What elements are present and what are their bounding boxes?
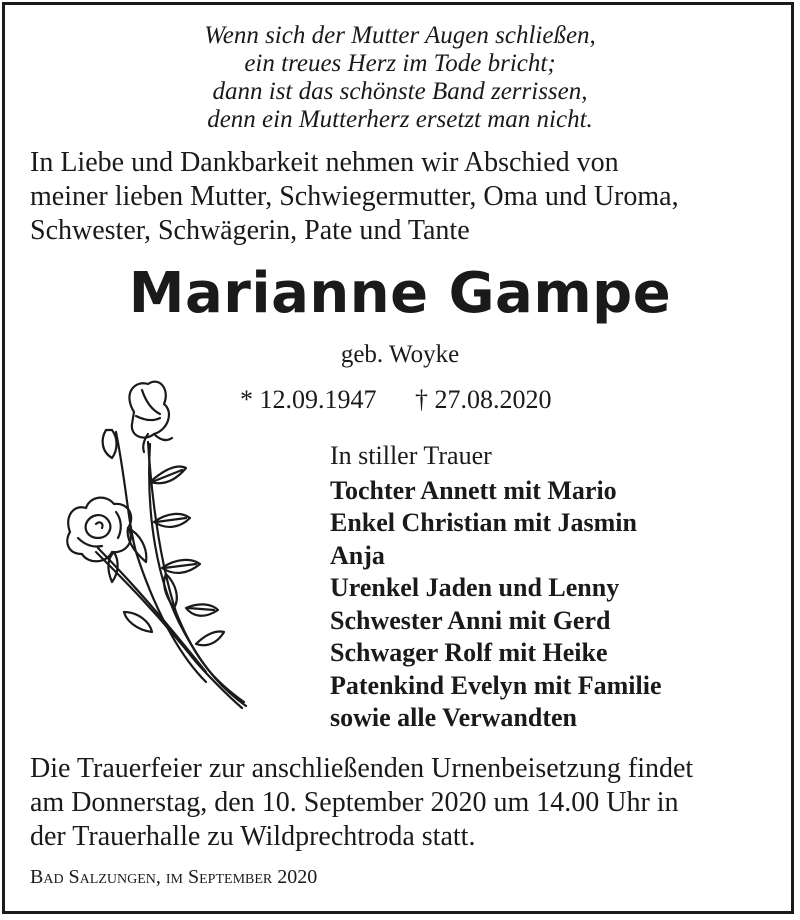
death-date: † 27.08.2020 bbox=[415, 385, 552, 414]
place-date: Bad Salzungen, im September 2020 bbox=[30, 866, 318, 888]
ceremony-line: Die Trauerfeier zur anschließenden Urnenbeisetzung findet bbox=[30, 753, 694, 784]
intro-line: In Liebe und Dankbarkeit nehmen wir Abschied von bbox=[30, 147, 619, 178]
intro-line: meiner lieben Mutter, Schwiegermutter, Oma und Uroma, bbox=[30, 181, 679, 212]
mourner-entry: Enkel Christian mit Jasmin bbox=[330, 508, 637, 537]
poem-line: denn ein Mutterherz ersetzt man nicht. bbox=[207, 106, 593, 133]
mourner-entry: Urenkel Jaden und Lenny bbox=[330, 573, 620, 602]
maiden-name: geb. Woyke bbox=[340, 341, 460, 368]
mourner-entry: Patenkind Evelyn mit Familie bbox=[330, 670, 662, 700]
rose-illustration bbox=[56, 372, 256, 712]
ceremony-line: am Donnerstag, den 10. September 2020 um 14.00 Uhr in bbox=[30, 787, 679, 818]
mourners-list bbox=[330, 440, 662, 735]
birth-date: * 12.09.1947 bbox=[240, 385, 377, 414]
mourner-entry: Tochter Annett mit Mario bbox=[330, 475, 617, 505]
ceremony-text bbox=[30, 752, 790, 854]
mourners-lead: In stiller Trauer bbox=[330, 441, 492, 470]
poem bbox=[0, 22, 800, 134]
poem-line: Wenn sich der Mutter Augen schließen, bbox=[204, 22, 596, 49]
mourner-entry: Schwester Anni mit Gerd bbox=[330, 605, 611, 635]
intro-text bbox=[30, 146, 790, 248]
intro-line: Schwester, Schwägerin, Pate und Tante bbox=[30, 215, 470, 246]
mourner-entry: Anja bbox=[330, 540, 385, 570]
poem-line: ein treues Herz im Tode bricht; bbox=[244, 50, 556, 77]
poem-line: dann ist das schönste Band zerrissen, bbox=[212, 78, 588, 105]
mourner-entry: sowie alle Verwandten bbox=[330, 703, 577, 732]
ceremony-line: der Trauerhalle zu Wildprechtroda statt. bbox=[30, 821, 476, 852]
deceased-name: Marianne Gampe bbox=[128, 261, 672, 326]
mourner-entry: Schwager Rolf mit Heike bbox=[330, 638, 608, 667]
life-dates bbox=[240, 385, 552, 415]
